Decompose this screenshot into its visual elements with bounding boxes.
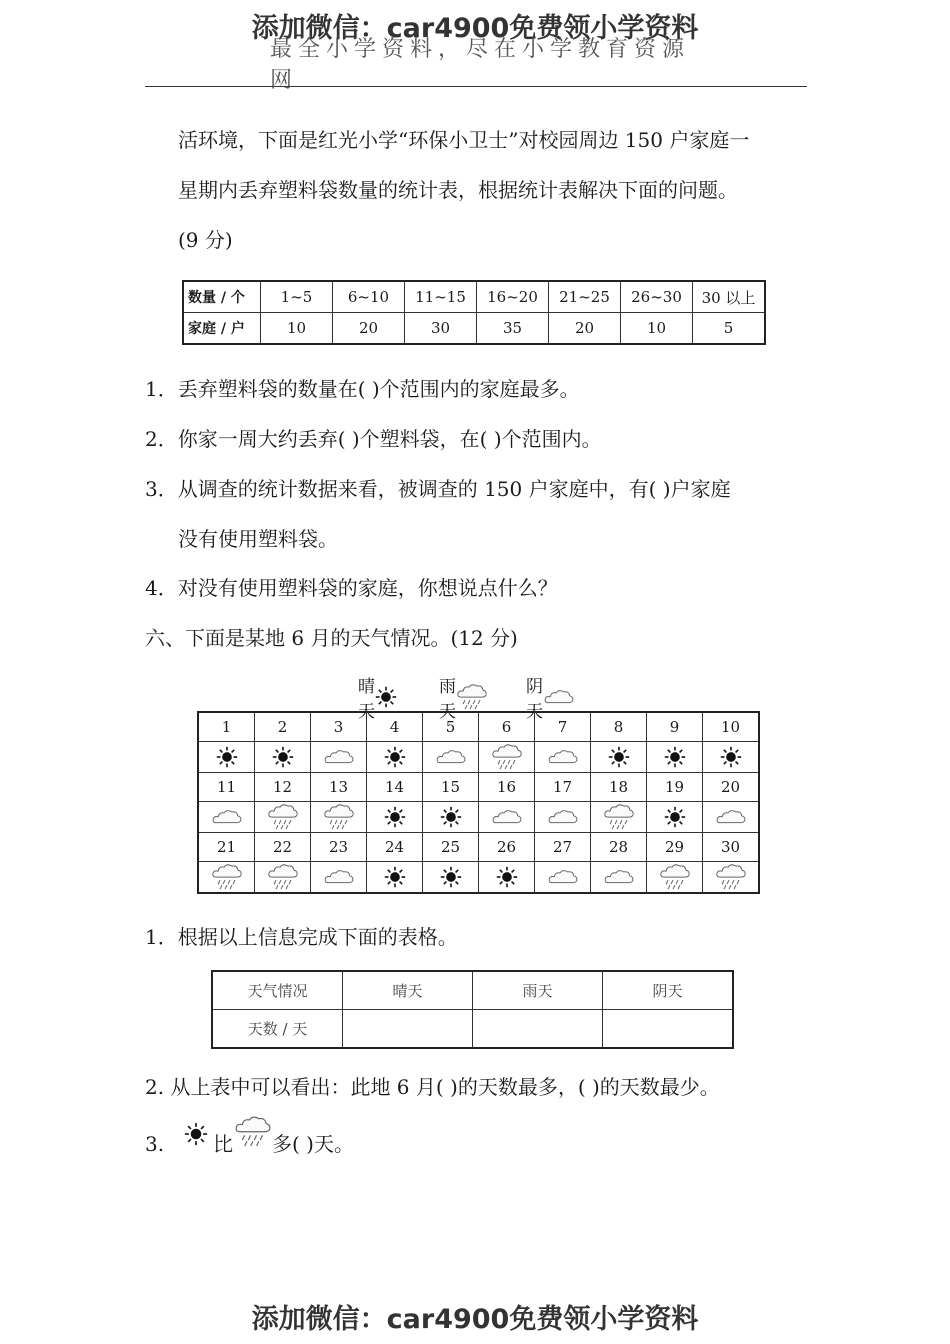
calendar-weather-cell (198, 742, 255, 773)
calendar-day-number: 1 (198, 712, 255, 742)
family-cell: 5 (693, 313, 766, 345)
calendar-weather-cell (535, 862, 591, 894)
calendar-weather-row (198, 802, 759, 833)
calendar-day-number: 19 (647, 773, 703, 802)
calendar-weather-cell (703, 862, 760, 894)
calendar-weather-cell (535, 742, 591, 773)
calendar-day-number: 24 (367, 833, 423, 862)
range-cell: 11~15 (405, 281, 477, 313)
cloud-icon (703, 808, 758, 826)
rain-cloud-icon (199, 863, 254, 890)
legend-cloudy-label: 阴天 (526, 677, 543, 722)
question-5-3-cont: 没有使用塑料袋。 (178, 527, 338, 551)
rain-cloud-icon (456, 683, 488, 710)
fill-answer-sunny[interactable] (343, 1010, 473, 1049)
family-cell: 35 (477, 313, 549, 345)
fill-header-cell: 天气情况 (212, 971, 343, 1010)
watermark-bottom: 添加微信：car4900免费领小学资料 (251, 1304, 699, 1335)
calendar-weather-cell (311, 802, 367, 833)
cloud-icon (535, 868, 590, 886)
fill-answer-cloudy[interactable] (603, 1010, 734, 1049)
watermark-top: 添加微信：car4900免费领小学资料 (251, 13, 699, 44)
cloud-icon (423, 748, 478, 766)
calendar-weather-row (198, 742, 759, 773)
table-row (183, 313, 765, 345)
calendar-day-number: 20 (703, 773, 760, 802)
calendar-weather-cell (255, 742, 311, 773)
rain-cloud-icon (703, 863, 758, 890)
calendar-day-number: 7 (535, 712, 591, 742)
rain-cloud-icon (234, 1115, 272, 1147)
calendar-weather-cell (591, 742, 647, 773)
range-cell: 16~20 (477, 281, 549, 313)
fill-header-cell: 晴天 (343, 971, 473, 1010)
rain-cloud-icon (311, 803, 366, 830)
table-row (212, 1010, 733, 1049)
fill-header-cell: 阴天 (603, 971, 734, 1010)
sun-icon (199, 746, 254, 768)
calendar-weather-cell (479, 862, 535, 894)
calendar-day-number: 23 (311, 833, 367, 862)
cloud-icon (311, 868, 366, 886)
sun-icon (367, 866, 422, 888)
sun-icon (647, 806, 702, 828)
intro-line-2: 星期内丢弃塑料袋数量的统计表，根据统计表解决下面的问题。 (178, 178, 738, 202)
section-6-title: 六、下面是某地 6 月的天气情况。(12 分) (145, 626, 518, 650)
calendar-weather-cell (367, 802, 423, 833)
calendar-weather-cell (423, 802, 479, 833)
calendar-weather-cell (198, 862, 255, 894)
calendar-day-number: 8 (591, 712, 647, 742)
range-cell: 26~30 (621, 281, 693, 313)
calendar-weather-cell (198, 802, 255, 833)
rain-cloud-icon (255, 803, 310, 830)
intro-score: (9 分) (178, 228, 233, 252)
calendar-weather-cell (535, 802, 591, 833)
question-6-2: 2. 从上表中可以看出：此地 6 月( )的天数最多，( )的天数最少。 (145, 1075, 720, 1099)
calendar-day-number: 11 (198, 773, 255, 802)
calendar-weather-cell (647, 802, 703, 833)
calendar-day-number: 26 (479, 833, 535, 862)
cloud-icon (535, 748, 590, 766)
cloud-icon (543, 688, 575, 706)
table-row (183, 281, 765, 313)
rain-cloud-icon (255, 863, 310, 890)
calendar-weather-cell (591, 802, 647, 833)
cloud-icon (199, 808, 254, 826)
cloud-icon (479, 808, 534, 826)
calendar-weather-cell (367, 742, 423, 773)
rain-cloud-icon (479, 743, 534, 770)
calendar-day-number: 18 (591, 773, 647, 802)
range-cell: 6~10 (333, 281, 405, 313)
legend-sunny-label: 晴天 (358, 677, 375, 722)
legend-rainy-label: 雨天 (439, 677, 456, 722)
fill-row-label: 天数 / 天 (212, 1010, 343, 1049)
calendar-weather-cell (367, 862, 423, 894)
sun-icon (367, 746, 422, 768)
cloud-icon (535, 808, 590, 826)
family-cell: 20 (549, 313, 621, 345)
question-6-1: 1．根据以上信息完成下面的表格。 (145, 925, 458, 949)
sun-icon (184, 1122, 208, 1146)
calendar-weather-cell (311, 742, 367, 773)
calendar-day-number: 15 (423, 773, 479, 802)
rain-cloud-icon (647, 863, 702, 890)
question-6-3-bi: 比 (213, 1132, 233, 1156)
row-label-family: 家庭 / 户 (183, 313, 261, 345)
plastic-bag-table (182, 280, 766, 345)
calendar-weather-cell (479, 742, 535, 773)
calendar-day-number: 2 (255, 712, 311, 742)
calendar-day-number: 4 (367, 712, 423, 742)
header-rule (145, 86, 807, 87)
intro-line-1: 活环境，下面是红光小学“环保小卫士”对校园周边 150 户家庭一 (178, 128, 750, 152)
calendar-day-number: 3 (311, 712, 367, 742)
sun-icon (367, 806, 422, 828)
row-label-count: 数量 / 个 (183, 281, 261, 313)
family-cell: 20 (333, 313, 405, 345)
calendar-day-number: 10 (703, 712, 760, 742)
weather-count-table (211, 970, 734, 1049)
calendar-day-number: 25 (423, 833, 479, 862)
question-5-2: 2．你家一周大约丢弃( )个塑料袋，在( )个范围内。 (145, 427, 602, 451)
calendar-day-number: 29 (647, 833, 703, 862)
calendar-day-number: 28 (591, 833, 647, 862)
question-5-1: 1．丢弃塑料袋的数量在( )个范围内的家庭最多。 (145, 377, 580, 401)
rain-cloud-icon (591, 803, 646, 830)
sun-icon (255, 746, 310, 768)
sun-icon (479, 866, 534, 888)
question-6-3-number: 3. (145, 1132, 165, 1156)
calendar-weather-cell (255, 862, 311, 894)
range-cell: 1~5 (261, 281, 333, 313)
calendar-day-number: 21 (198, 833, 255, 862)
calendar-weather-cell (703, 742, 760, 773)
calendar-day-number: 30 (703, 833, 760, 862)
weather-calendar (197, 711, 760, 894)
calendar-day-row (198, 712, 759, 742)
calendar-day-number: 27 (535, 833, 591, 862)
family-cell: 10 (621, 313, 693, 345)
sun-icon (423, 866, 478, 888)
calendar-day-number: 13 (311, 773, 367, 802)
sun-icon (591, 746, 646, 768)
range-cell: 21~25 (549, 281, 621, 313)
cloud-icon (591, 868, 646, 886)
family-cell: 10 (261, 313, 333, 345)
family-cell: 30 (405, 313, 477, 345)
sun-icon (703, 746, 758, 768)
range-cell: 30 以上 (693, 281, 766, 313)
cloud-icon (311, 748, 366, 766)
calendar-weather-cell (311, 862, 367, 894)
calendar-day-number: 9 (647, 712, 703, 742)
calendar-day-number: 16 (479, 773, 535, 802)
calendar-day-number: 14 (367, 773, 423, 802)
calendar-day-number: 6 (479, 712, 535, 742)
sun-icon (647, 746, 702, 768)
calendar-day-number: 12 (255, 773, 311, 802)
calendar-day-row (198, 773, 759, 802)
calendar-weather-cell (479, 802, 535, 833)
calendar-weather-row (198, 862, 759, 894)
fill-answer-rainy[interactable] (473, 1010, 603, 1049)
calendar-day-number: 22 (255, 833, 311, 862)
calendar-weather-cell (255, 802, 311, 833)
fill-header-cell: 雨天 (473, 971, 603, 1010)
calendar-weather-cell (647, 862, 703, 894)
calendar-day-number: 5 (423, 712, 479, 742)
question-5-3: 3．从调查的统计数据来看，被调查的 150 户家庭中，有( )户家庭 (145, 477, 731, 501)
calendar-weather-cell (703, 802, 760, 833)
sun-icon (375, 686, 397, 708)
calendar-weather-cell (647, 742, 703, 773)
calendar-weather-cell (591, 862, 647, 894)
calendar-day-number: 17 (535, 773, 591, 802)
table-row (212, 971, 733, 1010)
calendar-day-row (198, 833, 759, 862)
sun-icon (423, 806, 478, 828)
question-6-3-rest: 多( )天。 (272, 1132, 354, 1156)
calendar-weather-cell (423, 862, 479, 894)
header-fragment: 最全小学资料，尽在小学教育资源网 (270, 37, 691, 93)
calendar-weather-cell (423, 742, 479, 773)
question-5-4: 4．对没有使用塑料袋的家庭，你想说点什么？ (145, 576, 558, 600)
